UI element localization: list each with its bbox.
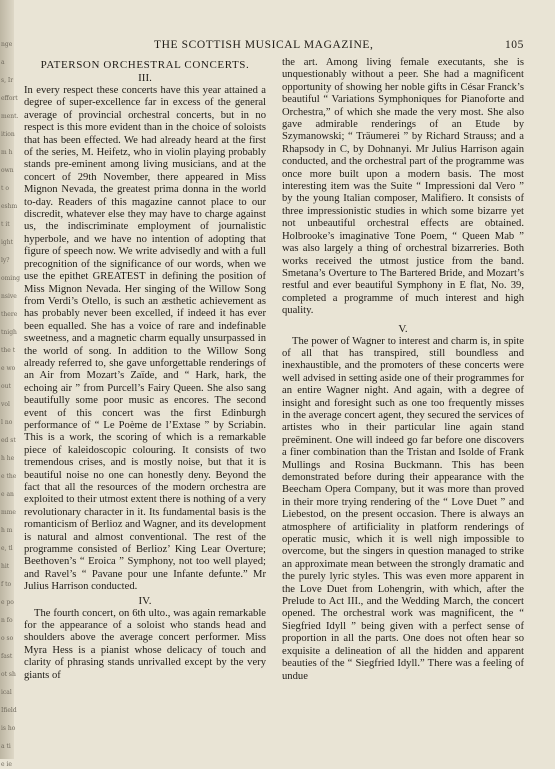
gutter-fragment: eshm (1, 203, 18, 210)
gutter-fragment: h m (1, 527, 13, 534)
right-column (282, 57, 524, 683)
gutter-fragment: ot sh (1, 671, 16, 678)
gutter-fragment: tnigh (1, 329, 17, 336)
gutter-fragment: t it (1, 221, 10, 228)
gutter-fragment: hit (1, 563, 10, 570)
gutter-fragment: h he (1, 455, 15, 462)
running-title: THE SCOTTISH MUSICAL MAGAZINE, (154, 39, 374, 51)
magazine-page (24, 36, 524, 682)
gutter-fragment: a ti (1, 743, 11, 750)
gutter-fragment: out (1, 383, 11, 390)
running-head (24, 36, 524, 54)
gutter-fragment: nsive (1, 293, 17, 300)
gutter-fragment: e po (1, 599, 14, 606)
page-number: 105 (504, 39, 524, 51)
gutter-fragment: vol (1, 401, 10, 408)
gutter-fragment: own (1, 167, 14, 174)
gutter-fragment: ly? (1, 257, 10, 264)
gutter-fragment: ment. (1, 113, 19, 120)
section-heading-iv: IV. (138, 594, 152, 607)
section-iii-paragraph: In every respect these concerts have this year attained a degree of super-excellence far in excess of the general average of provincial orchestral concerts, but in no respect is this more evident than in the choice of soloists that has been effected. We had already heard at the first of the series, M. Heifetz, who in violin playing probably stands pre-eminent among living musicians, and at the concert of 29th November, there appeared in Miss Mignon Nevada, the greatest prima donna in the world to-day. Readers of this magazine cannot place to our discredit, whatever else they may have to charge against us, the indiscriminate employment of journalistic hyperbole, and we have no intention of adopting that figure of speech now. We write advisedly and with a full precognition of the significance of our words, when we use the epithet GREATEST in defining the position of Miss Mignon Nevada. Her singing of the Willow Song from Verdi’s Otello, is such an æsthetic achievement as has probably never been excelled, if indeed it has ever been equalled. She has a voice of rare and indefinable sweetness, and a magnetic charm equally unsurpassed in the world of song. In addition to the Willow Song already referred to, she gave unforgettable renderings of an Air from Mozart’s Zaïde, and “ Hark, hark, the echoing air ” from Purcell’s Fairy Queen. She also sang beautifully some poor music as encores. The second event of this concert was the first Edinburgh performance of “ Le Poème de l’Extase ” by Scriabin. This is a work, the scoring of which is a remarkable piece of kaleidoscopic colouring. It consists of two tremendous crises, and is mostly noise, but that it is beautiful noise no one can honestly deny. Beyond the fact that all the resources of the modern orchestra are exploited to their utmost extent there is nothing of a very revolutionary character in it. Its fundamental basis is the romanticism of Berlioz and Wagner, and its development is natural and almost conventional. The rest of the programme consisted of Berlioz’ King Lear Overture; Beethoven’s “ Eroica ” Symphony, not too well played; and Ravel’s “ Pavane pour une Infante defunte.” Mr Julius Harrison conducted. (24, 85, 266, 593)
section-iv-paragraph: The fourth concert, on 6th ulto., was again remarkable for the appearance of a soloist who stands head and shoulders above the average concert performer. Miss Myra Hess is a pianist whose delicacy of touch and clarity of phrasing stands unrivalled except by the very giants of (24, 607, 266, 681)
section-iv-continuation: the art. Among living female executants, she is unquestionably without a peer. She had a magnificent opportunity of showing her noble gifts in César Franck’s beautiful “ Variations Symphoniques for Pianoforte and Orchestra,” of which she made the very most. She also gave admirable renderings of an Etude by Szymanowski; “ Träumerei ” by Richard Strauss; and a Rhapsody in C, by Dohnanyi. Mr Julius Harrison again conducted, and the orchestral part of the programme was once more built upon a modern basis. The most interesting item was the Suite “ Impressioni dal Vero ” by the young Italian composer, Malifiero. It consists of three impressionistic studies in which some bizarre yet not unbeautiful orchestral effects are obtained. Holbrooke’s imaginative Tone Poem, “ Queen Mab ” was also largely a thing of orchestral bizarreries. Both works received the utmost justice from the band. Smetana’s Overture to The Bartered Bride, and Mozart’s restful and ever beautiful Symphony in E flat, No. 39, completed a programme of much interest and high quality. (282, 57, 524, 317)
gutter-fragment: effort (1, 95, 18, 102)
gutter-fragment: e wo (1, 365, 16, 372)
section-v-paragraph: The power of Wagner to interest and charm is, in spite of all that has transpired, still boundless and inexhaustible, and the promoters of these concerts were well advised in setting aside one of their programmes for an entire Wagner night. And again, with a degree of insight and foresight such as one too frequently misses in the average concert agent, they secured the services of artistes who in their particular line again stand preëminent. One will indeed go far before one discovers a finer combination than the Tristan and Isolde of Frank Mullings and Rosina Buckmann. This has been demonstrated before during their appearance with the Beecham Opera Company, but it was more than proved in their more trying rendering of the “ Love Duet ” and Liebestod, on the present occasion. There is always an atmosphere of artificiality in platform renderings of operatic music, which it is well nigh impossible to overcome, but the singers in question managed to strike an approximate mean between the strongly dramatic and the purely lyric styles. This was even more apparent in the Love Duet from Lohengrin, with which, after the Prelude to Act III., and the Wedding March, the concert opened. The orchestral work was magnificent, the “ Siegfried Idyll ” being given with a perfect sense of proportion in all the parts. One does not often hear so exquisite a delineation of all the hidden and apparent beauties of the “ Siegfried Idyll.” There was a feeling of undue (282, 335, 524, 682)
left-column (24, 57, 266, 683)
section-heading-v: V. (398, 322, 408, 335)
gutter-fragment: ition (1, 131, 15, 138)
section-heading-iii: III. (138, 72, 152, 84)
gutter-fragment: e the (1, 473, 17, 480)
gutter-fragment: ical (1, 689, 12, 696)
gutter-fragment: fast (1, 653, 13, 660)
gutter-fragment: there (1, 311, 18, 318)
gutter-fragment: t o (1, 185, 9, 192)
gutter-fragment: the t (1, 347, 16, 354)
gutter-fragment: e, tl (1, 545, 13, 552)
gutter-fragment: l no (1, 419, 13, 426)
article-title: PATERSON ORCHESTRAL CONCERTS. (40, 59, 250, 71)
gutter-fragment: mme (1, 509, 16, 516)
gutter-fragment: o so (1, 635, 14, 642)
gutter-fragment: is ho (1, 725, 16, 732)
gutter-fragment: s, Ir (1, 77, 14, 84)
gutter-fragment: n fo (1, 617, 13, 624)
gutter-fragment: m h (1, 149, 13, 156)
gutter-fragment: e an (1, 491, 14, 498)
gutter-fragment: ed st (1, 437, 16, 444)
gutter-fragment: a (1, 59, 5, 66)
gutter-fragment: e ie (1, 761, 12, 768)
gutter-fragment: nge (1, 41, 13, 48)
two-column-body (24, 57, 524, 683)
gutter-fragment: Ifield (1, 707, 17, 714)
gutter-fragment: f to (1, 581, 12, 588)
binding-gutter (0, 0, 20, 768)
gutter-fragment: ight (1, 239, 14, 246)
gutter-fragment: oming (1, 275, 20, 282)
